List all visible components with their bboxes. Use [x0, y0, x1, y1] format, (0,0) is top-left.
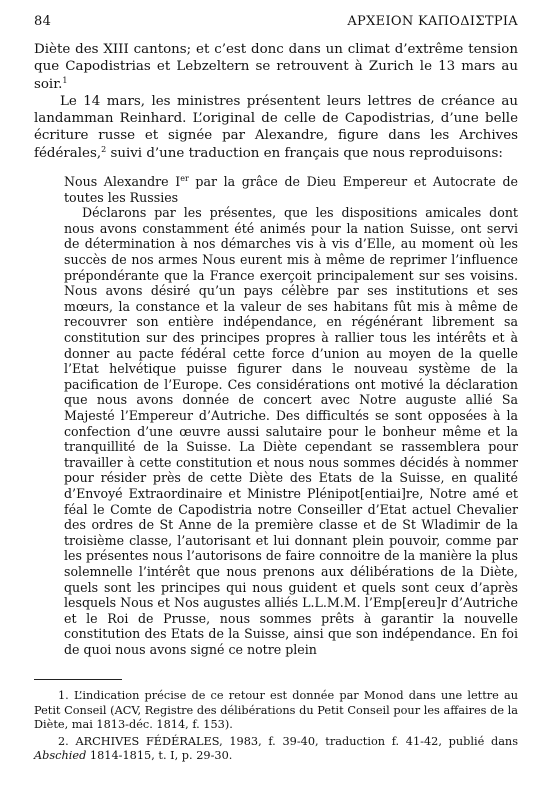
ordinal-superscript: er: [180, 174, 189, 184]
footnote-text: ARCHIVES FÉDÉRALES, 1983, f. 39-40, traduction f. 41-42, publié dans: [75, 734, 519, 748]
block-quote: [64, 174, 518, 657]
footnote-text-continued: 1814-1815, t. I, p. 29-30.: [86, 749, 233, 763]
page-number: 84: [34, 14, 52, 29]
quote-opening-text: Nous Alexandre I: [64, 174, 181, 190]
footnote-italic-title: Abschied: [34, 749, 87, 763]
running-title: ΑΡΧΕΙΟΝ ΚΑΠΟΔΙΣΤΡΙΑ: [347, 14, 518, 29]
footnote-number: 1.: [58, 689, 69, 703]
quote-opening-text-continued: par la grâce de Dieu Empereur et Autocrate de toutes les Russies: [64, 174, 518, 205]
footnote-text: L’indication précise de ce retour est donnée par Monod dans une lettre au Petit Conseil (ACV, Registre des délibérations du Petit Conseil pour les affaires de la Diète, mai 1813-déc. 1814, f. 153).: [34, 689, 519, 732]
footnote-separator: [34, 679, 122, 680]
document-page: [34, 14, 518, 766]
body-paragraph-2: [34, 93, 518, 162]
footnote-reference: 2: [101, 144, 107, 154]
paragraph-text-continued: suivi d’une traduction en français que nous reproduisons:: [106, 145, 503, 161]
page-header: [34, 14, 518, 29]
footnote-2: [34, 735, 518, 764]
footnotes: [34, 689, 518, 763]
footnote-1: [34, 689, 518, 732]
body-paragraph-1: [34, 41, 518, 93]
footnote-reference: 1: [62, 75, 68, 85]
paragraph-text: Le 14 mars, les ministres présentent leurs lettres de créance au landamman Reinhard. L’original de celle de Capodistrias, d’une belle écriture russe et signée par Alexandre, figure dans les Archives fédérales,: [34, 93, 518, 161]
quote-opening: [64, 174, 518, 205]
quote-body: Déclarons par les présentes, que les dispositions amicales dont nous avons constamment été animés pour la nation Suisse, ont servi de détermination à nos démarches vis à vis d’Elle, au moment où les succès de nos armes Nous eurent mis à même de reprimer l’influence prépondérante que la France exerçoit principalement sur ses voisins. Nous avons désiré qu’un pays célèbre par ses institutions et ses mœurs, la constance et la valeur de ses habitans fût mis à même de recouvrer son entière indépendance, en régénérant librement sa constitution sur des principes propres à rallier tous les intérêts et à donner au pacte fédéral cette force d’union au moyen de la quelle l’Etat helvétique puisse figurer dans le nouveau système de la pacification de l’Europe. Ces considérations ont motivé la déclaration que nous avons donnée de concert avec Notre auguste allié Sa Majesté l’Empereur d’Autriche. Des difficultés se sont opposées à la confection d’une œuvre aussi salutaire pour le bonheur même et la tranquillité de la Suisse. La Diète cependant se rassemblera pour travailler à cette constitution et nous nous sommes décidés à nommer pour résider près de cette Diète des Etats de la Suisse, en qualité d’Envoyé Extraordinaire et Ministre Plénipot[entiai]re, Notre amé et féal le Comte de Capodistria notre Conseiller d’Etat actuel Chevalier des ordres de St Anne de la première classe et de St Wladimir de la troisième classe, l’autorisant et lui donnant plein pouvoir, comme par les présentes nous l’autorisons de faire connoitre de la manière la plus solemnelle l’intérêt que nous prenons aux délibérations de la Diète, quels sont les principes qui nous guident et quels sont ceux d’après lesquels Nous et Nos augustes alliés L.L.M.M. l’Emp[ereu]r d’Autriche et le Roi de Prusse, nous sommes prêts à garantir la nouvelle constitution des Etats de la Suisse, ainsi que son indépendance. En foi de quoi nous avons signé ce notre plein: [64, 205, 518, 657]
footnote-number: 2.: [58, 734, 69, 748]
paragraph-text: Diète des XIII cantons; et c’est donc dans un climat d’extrême tension que Capodistrias et Lebzeltern se retrouvent à Zurich le 13 mars au soir.: [34, 42, 518, 92]
